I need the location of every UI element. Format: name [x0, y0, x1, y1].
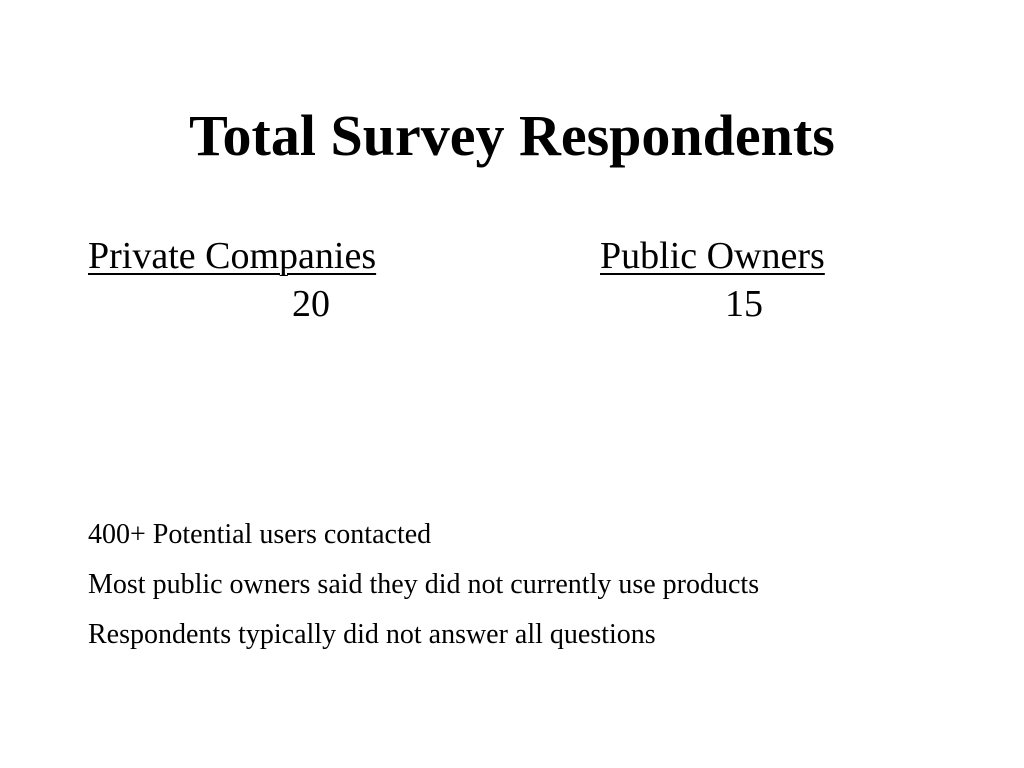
- slide-title: Total Survey Respondents: [189, 103, 835, 168]
- public-owners-count: 15: [725, 283, 763, 325]
- private-companies-column: [88, 232, 538, 328]
- note-item: Respondents typically did not answer all questions: [88, 619, 656, 650]
- private-companies-heading: Private Companies: [88, 235, 377, 277]
- notes-list: [88, 510, 988, 660]
- public-owners-column: [600, 232, 980, 328]
- note-item: 400+ Potential users contacted: [88, 519, 432, 550]
- public-owners-heading: Public Owners: [600, 235, 825, 277]
- note-item: Most public owners said they did not currently use products: [88, 569, 760, 600]
- private-companies-count: 20: [292, 283, 330, 325]
